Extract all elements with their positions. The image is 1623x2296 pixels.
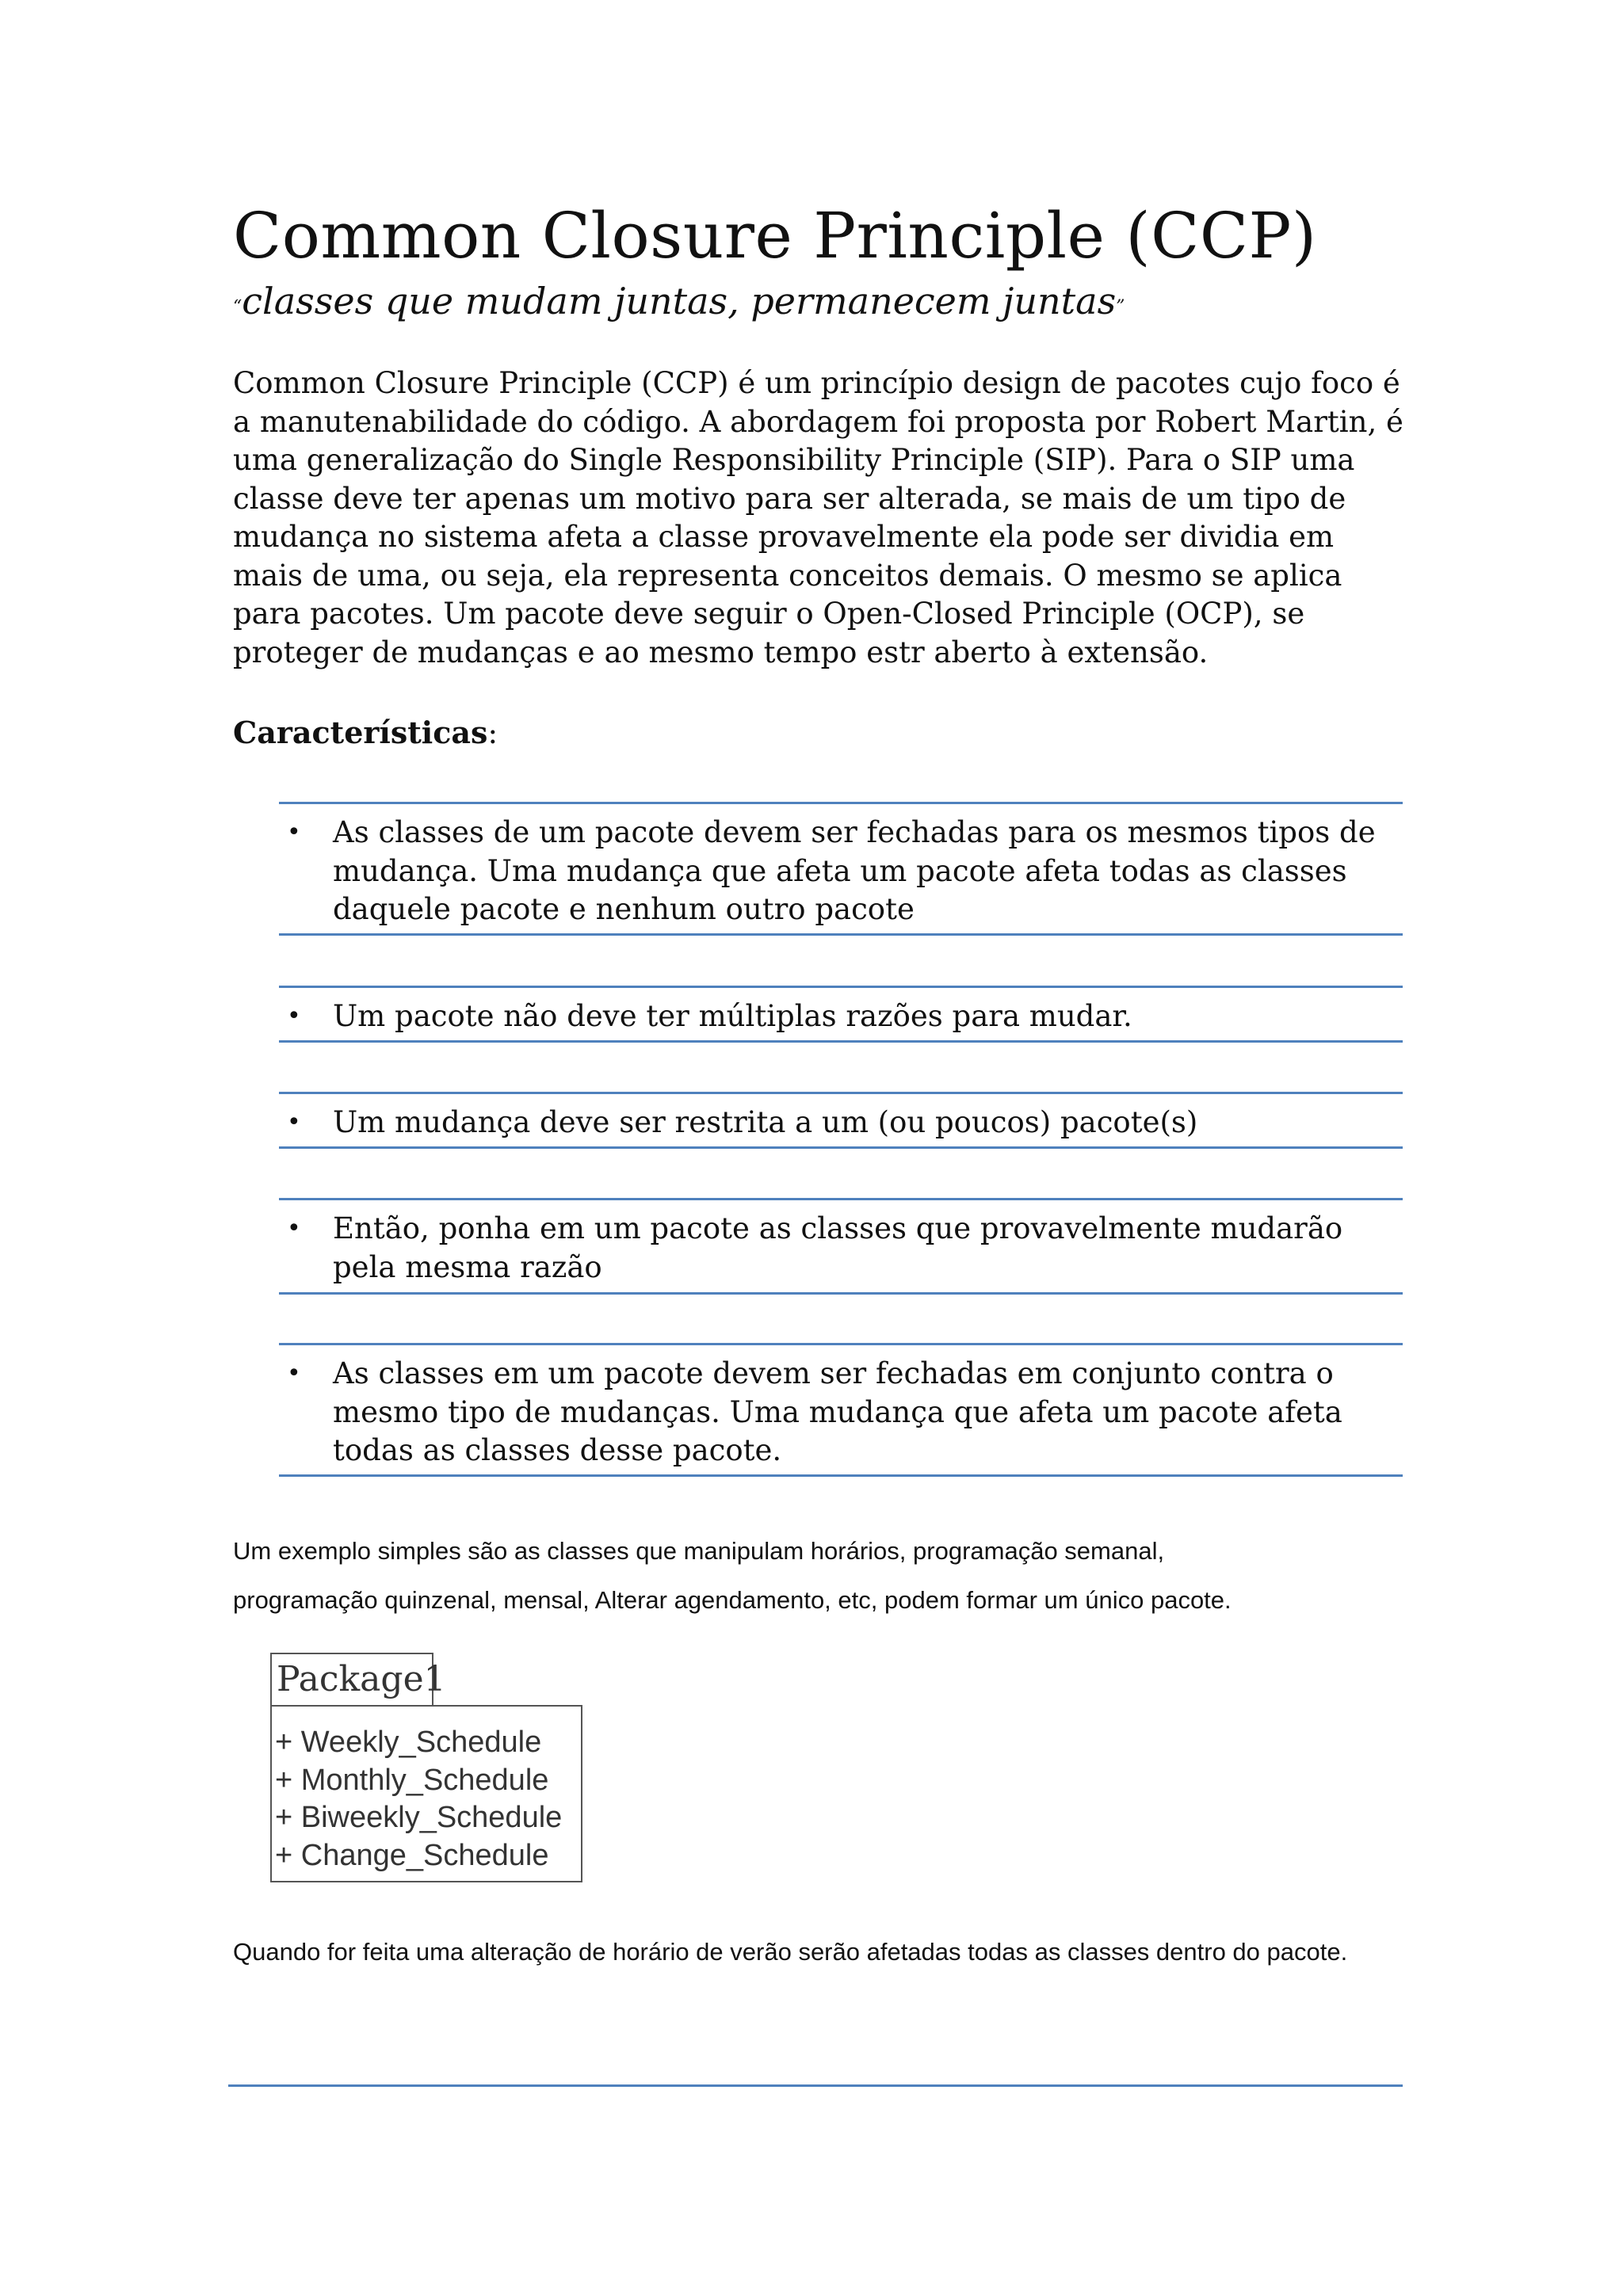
- feature-item-4: [279, 1198, 1403, 1295]
- close-quote: ”: [1116, 297, 1125, 317]
- feature-item-text: Um pacote não deve ter múltiplas razões para mudar.: [333, 999, 1132, 1033]
- subtitle-text: classes que mudam juntas, permanecem juntas: [242, 280, 1117, 322]
- bullet-icon: •: [287, 1002, 301, 1030]
- package-member: + Change_Schedule: [275, 1838, 549, 1872]
- page-subtitle: [233, 277, 1125, 325]
- feature-item-3: [279, 1092, 1403, 1149]
- example-line-1: Um exemplo simples são as classes que manipulam horários, programação semanal,: [233, 1537, 1165, 1565]
- feature-item-text: As classes de um pacote devem ser fechadas para os mesmos tipos de mudança. Uma mudança que afeta um pacote afeta todas as classes daquele pacote e nenhum outro pacote: [333, 815, 1376, 926]
- feature-item-5: [279, 1343, 1403, 1477]
- package-member: + Monthly_Schedule: [275, 1763, 549, 1797]
- bullet-icon: •: [287, 1108, 301, 1136]
- package-member: + Weekly_Schedule: [275, 1726, 542, 1759]
- feature-item-text: Um mudança deve ser restrita a um (ou poucos) pacote(s): [333, 1105, 1198, 1139]
- package-diagram: [270, 1705, 582, 1882]
- example-line-2: programação quinzenal, mensal, Alterar agendamento, etc, podem formar um único pacote.: [233, 1586, 1232, 1614]
- bullet-icon: •: [287, 1360, 301, 1387]
- feature-item-text: As classes em um pacote devem ser fechadas em conjunto contra o mesmo tipo de mudanças. Uma mudança que afeta um pacote afeta todas as classes desse pacote.: [333, 1356, 1342, 1467]
- feature-item-text: Então, ponha em um pacote as classes que provavelmente mudarão pela mesma razão: [333, 1211, 1343, 1284]
- bullet-icon: •: [287, 818, 301, 846]
- feature-item-2: [279, 986, 1403, 1043]
- package-member: + Biweekly_Schedule: [275, 1801, 563, 1834]
- page-title: Common Closure Principle (CCP): [233, 199, 1317, 273]
- features-heading: [233, 713, 498, 753]
- package-name-tab: Package1: [270, 1653, 433, 1707]
- intro-paragraph: Common Closure Principle (CCP) é um princípio design de pacotes cujo foco é a manutenabilidade do código. A abordagem foi proposta por Robert Martin, é uma generalização do Single Responsibility Principle (SIP). Para o SIP uma classe deve ter apenas um motivo para ser alterada, se mais de um tipo de mudança no sistema afeta a classe provavelmente ela pode ser dividia em mais de uma, ou seja, ela representa conceitos demais. O mesmo se aplica para pacotes. Um pacote deve seguir o Open-Closed Principle (OCP), se proteger de mudanças e ao mesmo tempo estr aberto à extensão.: [233, 366, 1403, 669]
- conclusion-paragraph: Quando for feita uma alteração de horário de verão serão afetadas todas as classes dentro do pacote.: [233, 1938, 1348, 1966]
- open-quote: “: [233, 297, 242, 317]
- bullet-icon: •: [287, 1215, 301, 1242]
- features-heading-colon: :: [487, 715, 498, 750]
- feature-item-1: [279, 802, 1403, 936]
- bottom-divider: [228, 2084, 1403, 2087]
- features-heading-label: Características: [233, 715, 488, 750]
